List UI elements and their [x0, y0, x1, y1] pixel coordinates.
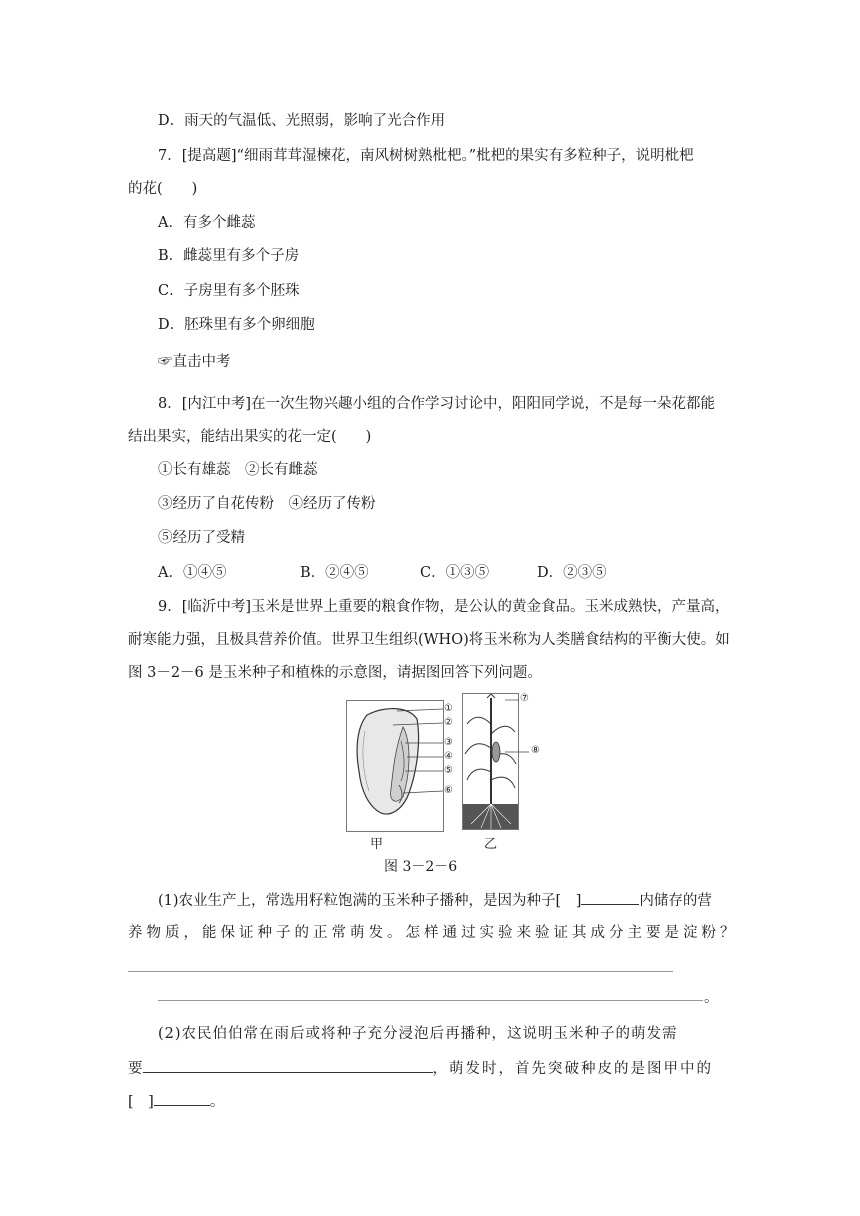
- q7-option-b: B．雌蕊里有多个子房: [158, 248, 300, 264]
- q7-option-d: D．胚珠里有多个卵细胞: [158, 317, 315, 333]
- answer-line-2[interactable]: [158, 1000, 703, 1001]
- q9-sub2-text-c: [ ]: [128, 1094, 154, 1110]
- seed-label-1: ①: [444, 703, 453, 714]
- q9-sub1-line1: [158, 890, 712, 911]
- q9-sub1-text-a: (1)农业生产上，常选用籽粒饱满的玉米种子播种，是因为种子[ ]: [158, 893, 582, 909]
- q9-sub2-end: 。: [209, 1094, 225, 1110]
- q8-statement-3: ⑤经历了受精: [158, 530, 245, 546]
- plant-label-8: ⑧: [531, 745, 540, 756]
- corn-seed-illustration: [347, 701, 443, 831]
- figure-caption: 图 3－2－6: [384, 859, 458, 875]
- answer-blank-3[interactable]: [154, 1091, 210, 1106]
- q7-option-a: A．有多个雌蕊: [158, 215, 256, 231]
- seed-label-5: ⑤: [444, 765, 453, 776]
- seed-label-2: ②: [444, 717, 453, 728]
- panel-label-jia: 甲: [370, 837, 384, 852]
- q9-sub2-text-b: ，萌发时，首先突破种皮的是图甲中的: [432, 1061, 713, 1077]
- q7-stem-line2: 的花( ): [128, 181, 198, 197]
- q8-stem-line2: 结出果实，能结出果实的花一定( ): [128, 429, 372, 445]
- q8-option-c: C．①③⑤: [420, 565, 490, 581]
- q9-sub1-end: 。: [704, 990, 719, 1006]
- q9-sub2-text-a: 要: [128, 1061, 143, 1077]
- q8-option-b: B．②④⑤: [300, 565, 369, 581]
- q9-sub2-line1: (2)农民伯伯常在雨后或将种子充分浸泡后再播种，这说明玉米种子的萌发需: [158, 1026, 678, 1042]
- q8-statement-1: ①长有雄蕊 ②长有雌蕊: [158, 462, 318, 478]
- q7-option-c: C．子房里有多个胚珠: [158, 283, 300, 299]
- panel-label-yi: 乙: [484, 837, 498, 852]
- seed-label-3: ③: [444, 737, 453, 748]
- figure-corn-seed-panel: [346, 700, 444, 832]
- q8-option-a: A．①④⑤: [158, 565, 227, 581]
- plant-label-7: ⑦: [520, 693, 529, 704]
- q8-statement-2: ③经历了自花传粉 ④经历了传粉: [158, 496, 376, 512]
- seed-label-6: ⑥: [444, 785, 453, 796]
- answer-blank-1[interactable]: [581, 890, 639, 905]
- q9-stem-line3: 图 3－2－6 是玉米种子和植株的示意图，请据图回答下列问题。: [128, 665, 542, 681]
- q9-sub1-line2: 养物质，能保证种子的正常萌发。怎样通过实验来验证其成分主要是淀粉？: [128, 925, 739, 941]
- q9-sub2-line2: [128, 1058, 713, 1079]
- q7-stem-line1: 7．[提高题]“细雨茸茸湿楝花，南风树树熟枇杷。”枇杷的果实有多粒种子，说明枇杷: [158, 148, 694, 164]
- q9-sub1-text-b: 内储存的营: [639, 893, 712, 909]
- q9-stem-line1: 9．[临沂中考]玉米是世界上重要的粮食作物，是公认的黄金食品。玉米成熟快，产量高，: [158, 599, 730, 615]
- seed-label-4: ④: [444, 751, 453, 762]
- q9-sub2-line3: [128, 1091, 224, 1112]
- q8-stem-line1: 8．[内江中考]在一次生物兴趣小组的合作学习讨论中，阳阳同学说，不是每一朵花都能: [158, 396, 716, 412]
- answer-blank-2[interactable]: [143, 1058, 433, 1073]
- q6-option-d: D．雨天的气温低、光照弱，影响了光合作用: [158, 113, 446, 129]
- answer-line-1[interactable]: [128, 971, 673, 972]
- seed-labels: [444, 702, 453, 798]
- section-title-zhiji-zhongkao: ☞直击中考: [158, 354, 231, 370]
- q8-option-d: D．②③⑤: [537, 565, 607, 581]
- q9-stem-line2: 耐寒能力强，且极具营养价值。世界卫生组织(WHO)将玉米称为人类膳食结构的平衡大使。如: [128, 632, 730, 648]
